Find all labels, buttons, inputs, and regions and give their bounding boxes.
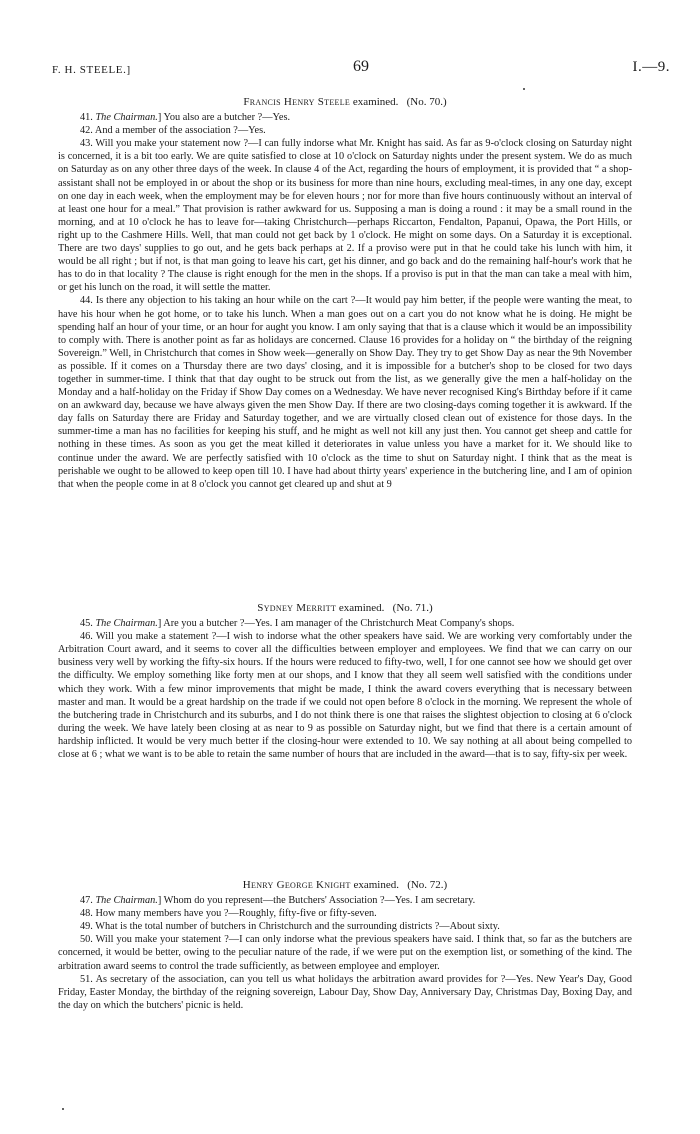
witness-name: Sydney Merritt <box>257 602 337 614</box>
question-number: 42. <box>80 125 95 137</box>
paragraph-text: As secretary of the association, can you tell us what holidays the arbitration award provides for ?—Yes. New Year's Day, Good Friday, Easter Monday, the birthday of the reigning sovereign, Labour Day, Show Day, Anniversary Day, Christmas Day, Boxing Day, and the day on which the butchers' picnic is held. <box>58 973 632 1011</box>
question-paragraph <box>58 111 632 124</box>
heading-number: (No. 70.) <box>406 96 447 108</box>
paragraph-text: How many members have you ?—Roughly, fifty-five or fifty-seven. <box>95 908 377 920</box>
paragraph-text: ] You also are a butcher ?—Yes. <box>157 112 291 124</box>
heading-examined: examined. <box>336 602 385 614</box>
question-paragraph <box>58 933 632 972</box>
section-knight <box>58 879 632 1012</box>
heading-examined: examined. <box>350 879 399 891</box>
witness-name: Henry George Knight <box>242 879 351 891</box>
question-number: 43. <box>80 138 96 150</box>
question-paragraph <box>58 907 632 920</box>
printing-speck <box>62 1108 64 1110</box>
question-number: 48. <box>80 908 96 920</box>
question-number: 50. <box>80 934 96 946</box>
paragraph-text: Is there any objection to his taking an hour while on the cart ?—It would pay him better, if the people were wanting the meat, to have his hour when he got home, or to take his lunch. When a man goes out on a cart you do not know what he is doing. He might be spending half an hour of your time, or an hour for aught you know. I am only saying that that is a clause which it would be an impossibility to comply with. There is another point as far as holidays are concerned. Clause 16 provides for a holiday on “ the birthday of the reigning Sovereign.” Well, in Christchurch that comes in Show week—generally on Show Day. They try to get Show Day as near the 9th November as possible. If it comes on a Thursday there are two days' closing, and it is impossible for a butcher's shop to be closed for two days together in summer-time. I think that that day ought to be struck out from the list, as we generally give the men a half-holiday on the Monday and a half-holiday on the Friday if Show Day comes on a Wednesday. We have never recognised King's Birthday before if it came on an awkward day, because we have always given the men Show Day. If there are two closing-days coming together it is awkward. If the day falls on Saturday there are Friday and Saturday together, and we are virtually closed clean out of existence for those days. In the summer-time a man has no facilities for keeping his stuff, and he might as well not kill any just then. You cannot get sheep and cattle for nothing in these times. As soon as you get the meat killed it deteriorates in value unless you have a market for it. We should like to continue under the award. We are perfectly satisfied with 10 o'clock as the time to shut on Saturday night. I think that as the meat is perishable we ought to be allowed to keep open till 10. I have had about thirty years' experience in the butchering line, and I am of opinion that when the people come in at 8 o'clock you cannot get cleared up and shut at 9 <box>58 295 632 490</box>
speaker: The Chairman. <box>95 895 158 907</box>
paragraph-text: Will you make your statement now ?—I can fully indorse what Mr. Knight has said. As far as 9-o'clock closing on Saturday night is concerned, it is a bit too early. We are quite satisfied to close at 10 o'clock on Saturday nights under the present system. We do as much on Saturday as on any other three days of the week. In clause 4 of the Act, regarding the hours of employment, it is provided that “ a shop-assistant shall not be employed in or about the shop or its business for more than nine hours, excluding meal-times, in any one day, except on one day in each week, when the employment may be for eleven hours ; nor for more than five hours continuously without an interval of at least one hour for a meal.” That provision is rather awkward for us. Supposing a man is doing a round : it may be a small round in the morning, and at 10 o'clock he has to leave for—taking Christchurch—perhaps Riccarton, Fendalton, Papanui, Opawa, the Port Hills, or right up to the Cashmere Hills. Well, that man could not get back by 1 o'clock. He might on some days. On a Saturday it is exceptional. There are two days' supplies to go out, and he gets back perhaps at 2. If a proviso were put in that he could take his lunch with him, it would be all right ; but if not, is that man going to leave his cart, get his dinner, and go back and do the remaining half-hour's work that he has to do in that locality ? The clause is right enough for the men in the shops. If a proviso is put in that the man can take a meal with him, or get his lunch on the road, it will settle the matter. <box>58 138 633 294</box>
paragraph-text: ] Whom do you represent—the Butchers' Association ?—Yes. I am secretary. <box>157 895 476 907</box>
section-merritt <box>58 602 632 761</box>
question-paragraph <box>58 137 632 294</box>
question-paragraph <box>58 294 632 490</box>
question-number: 41. <box>80 112 96 124</box>
question-number: 46. <box>80 631 96 643</box>
paragraph-text: Will you make a statement ?—I wish to indorse what the other speakers have said. We are working very comfortably under the Arbitration Court award, and it seems to cover all the difficulties between employer and employees. We find that we can carry on our business very well by working the fifty-six hours. If the hours were reduced to fifty-two, well, I for one cannot see how we should get over the difficulty. We employ something like forty men at our shops, and I know that they all seem well satisfied with the conditions under which they work. With a few minor improvements that might be made, I think the award covers everything that is necessary between master and man. It would be a great hardship on the trade if we could not open before 8 o'clock in the morning. We represent the whole of the butchering trade in Christchurch and its suburbs, and I do not think there is one that raises the slightest objection to closing at 6 o'clock during the week. We have lately been closing at as near to 9 as possible on Saturday night, but we find that there is a certain amount of hardship inflicted. It would be very much better if the closing-hour were extended to 10. We say nothing at all about being compelled to close at 6 ; what we want is to be able to retain the same number of hours that are included in the award—that is to say, fifty-six per week. <box>58 631 632 761</box>
question-number: 44. <box>80 295 96 307</box>
paragraph-text: Will you make your statement ?—I can only indorse what the previous speakers have said. I think that, so far as the butchers are concerned, it would be better, owing to the peculiar nature of the rade, if we were put on the exemption list, or something of the kind. The arbitration award seems to control the trade sufficiently, as between employee and employer. <box>58 934 632 972</box>
running-head-witness: F. H. STEELE.] <box>52 64 131 76</box>
heading-number: (No. 72.) <box>407 879 448 891</box>
question-number: 45. <box>80 618 96 630</box>
witness-heading <box>58 602 632 615</box>
question-paragraph <box>58 920 632 933</box>
witness-name: Francis Henry Steele <box>243 96 351 108</box>
page-number: 69 <box>353 58 369 75</box>
speaker: The Chairman. <box>95 112 158 124</box>
heading-examined: examined. <box>350 96 399 108</box>
question-paragraph <box>58 124 632 137</box>
question-paragraph <box>58 617 632 630</box>
paragraph-text: What is the total number of butchers in Christchurch and the surrounding districts ?—About sixty. <box>95 921 500 933</box>
witness-heading <box>58 879 632 892</box>
question-paragraph <box>58 973 632 1012</box>
question-number: 47. <box>80 895 96 907</box>
paragraph-text: ] Are you a butcher ?—Yes. I am manager of the Christchurch Meat Company's shops. <box>157 618 515 630</box>
question-paragraph <box>58 630 632 761</box>
speaker: The Chairman. <box>95 618 158 630</box>
section-steele <box>58 96 632 491</box>
witness-heading <box>58 96 632 109</box>
printing-speck <box>523 88 525 90</box>
heading-number: (No. 71.) <box>392 602 433 614</box>
question-paragraph <box>58 894 632 907</box>
paper-reference: I.—9. <box>632 59 670 75</box>
running-head <box>52 58 670 80</box>
paragraph-text: And a member of the association ?—Yes. <box>94 125 266 137</box>
question-number: 51. <box>80 973 96 985</box>
question-number: 49. <box>80 921 96 933</box>
